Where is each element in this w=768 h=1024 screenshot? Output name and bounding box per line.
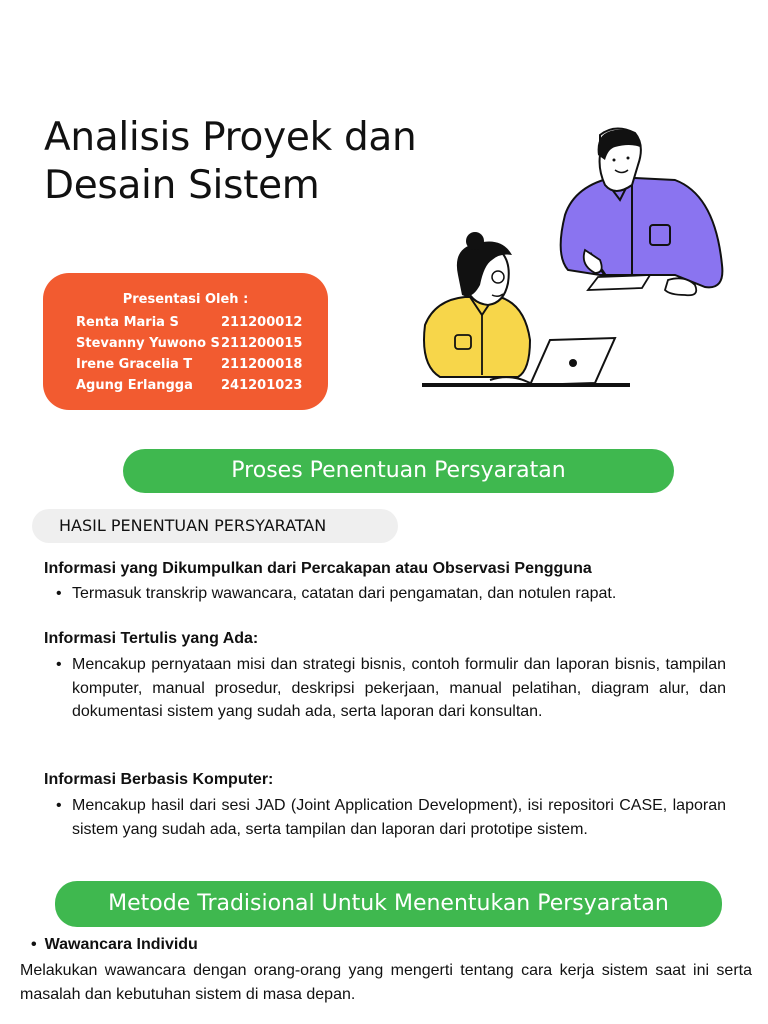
- member-nim: 211200015: [221, 336, 303, 351]
- wawancara-text: Melakukan wawancara dengan orang-orang yang mengerti tentang cara kerja sistem saat ini serta masalah dan kebutuhan sistem di masa depan.: [20, 962, 752, 1003]
- item-heading: Informasi Tertulis yang Ada:: [44, 630, 259, 647]
- member-nim: 211200012: [221, 315, 303, 330]
- bullet-text: Mencakup hasil dari sesi JAD (Joint Application Development), isi repositori CASE, laporan sistem yang sudah ada, serta tampilan dan laporan dari prototipe sistem.: [72, 797, 726, 838]
- bullet-item: [46, 794, 726, 841]
- item-heading: Informasi Berbasis Komputer:: [44, 771, 274, 788]
- bullet-item: [46, 653, 726, 724]
- member-name: Renta Maria S: [76, 315, 179, 330]
- member-name: Agung Erlangga: [76, 378, 193, 393]
- presenter-box: [43, 273, 328, 410]
- member-row: [76, 315, 303, 330]
- item-heading: Informasi yang Dikumpulkan dari Percakapan atau Observasi Pengguna: [44, 560, 592, 577]
- woman-figure: [424, 232, 530, 377]
- member-name: Stevanny Yuwono S: [76, 336, 220, 351]
- member-row: [76, 357, 303, 372]
- member-nim: 241201023: [221, 378, 303, 393]
- section-title-proses: Proses Penentuan Persyaratan: [123, 449, 674, 493]
- section-title-metode: Metode Tradisional Untuk Menentukan Persyaratan: [55, 881, 722, 927]
- section-subtitle: HASIL PENENTUAN PERSYARATAN: [32, 509, 398, 543]
- paper: [588, 275, 650, 290]
- wawancara-heading-text: Wawancara Individu: [44, 936, 198, 953]
- member-row: [76, 336, 303, 351]
- bullet-dot: •: [56, 585, 62, 602]
- desk: [422, 383, 630, 387]
- wawancara-heading: [31, 936, 198, 954]
- bullet-text: Mencakup pernyataan misi dan strategi bisnis, contoh formulir dan laporan bisnis, tampilan komputer, manual prosedur, deskripsi pekerjaan, manual pelatihan, diagram alur, dan dokumentasi sistem yang sudah ada, serta laporan dari konsultan.: [72, 656, 726, 720]
- member-nim: 211200018: [221, 357, 303, 372]
- bullet-item: [46, 582, 726, 606]
- member-row: [76, 378, 303, 393]
- bullet-dot: •: [56, 797, 62, 814]
- member-name: Irene Gracelia T: [76, 357, 193, 372]
- bullet-dot: •: [56, 656, 62, 673]
- bullet-dot: •: [31, 936, 37, 953]
- illustration: [400, 125, 740, 400]
- bullet-text: Termasuk transkrip wawancara, catatan dari pengamatan, dan notulen rapat.: [72, 585, 617, 602]
- title-line-2: Desain Sistem: [44, 163, 320, 208]
- title-line-1: Analisis Proyek dan: [44, 115, 417, 160]
- presenter-heading: Presentasi Oleh :: [122, 292, 249, 307]
